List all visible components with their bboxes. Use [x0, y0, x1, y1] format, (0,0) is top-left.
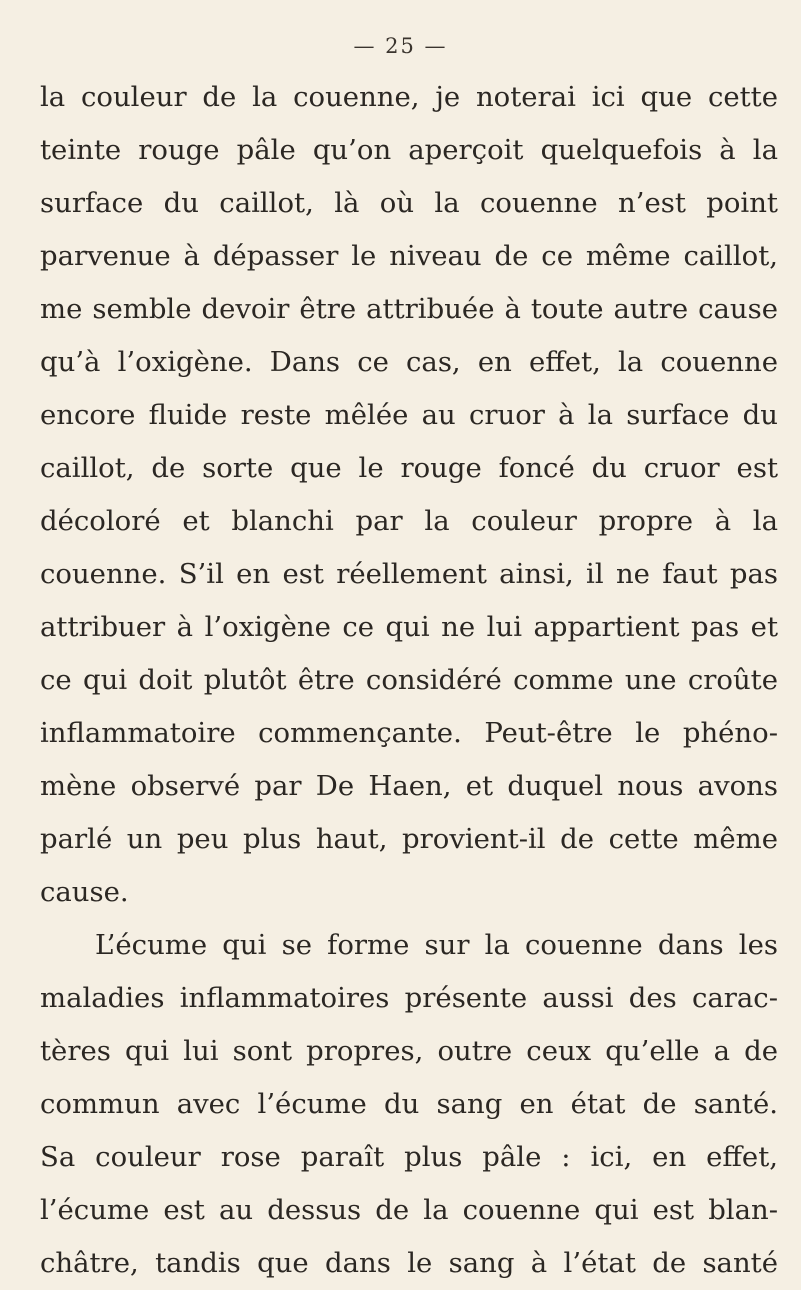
text-line: châtre, tandis que dans le sang à l’état de santé [40, 1247, 778, 1279]
text-line: teinte rouge pâle qu’on aperçoit quelquefois à la [40, 134, 778, 166]
text-line: la couleur de la couenne, je noterai ici que cette [40, 81, 778, 113]
text-line: décoloré et blanchi par la couleur propre à la [40, 505, 778, 537]
text-line: me semble devoir être attribuée à toute autre cause [40, 293, 778, 325]
text-line: couenne. S’il en est réellement ainsi, il ne faut pas [40, 558, 778, 590]
text-line: ce qui doit plutôt être considéré comme une croûte [40, 664, 778, 696]
text-line: tères qui lui sont propres, outre ceux qu’elle a de [40, 1035, 778, 1067]
text-line: qu’à l’oxigène. Dans ce cas, en effet, la couenne [40, 346, 778, 378]
text-line: caillot, de sorte que le rouge foncé du cruor est [40, 452, 778, 484]
text-line: commun avec l’écume du sang en état de santé. [40, 1088, 778, 1120]
text-line: cause. [40, 876, 129, 908]
text-line: parvenue à dépasser le niveau de ce même caillot, [40, 240, 778, 272]
text-line: inflammatoire commençante. Peut-être le phéno- [40, 717, 778, 749]
text-line: mène observé par De Haen, et duquel nous avons [40, 770, 778, 802]
text-line: surface du caillot, là où la couenne n’est point [40, 187, 778, 219]
text-line: encore fluide reste mêlée au cruor à la surface du [40, 399, 778, 431]
page-number: — 25 — [353, 34, 448, 58]
text-line: attribuer à l’oxigène ce qui ne lui appartient pas et [40, 611, 778, 643]
text-line: Sa couleur rose paraît plus pâle : ici, en effet, [40, 1141, 778, 1173]
text-line: l’écume est au dessus de la couenne qui est blan- [40, 1194, 778, 1226]
text-line: L’écume qui se forme sur la couenne dans les [95, 929, 778, 961]
text-line: parlé un peu plus haut, provient-il de cette même [40, 823, 778, 855]
text-line: maladies inflammatoires présente aussi des carac- [40, 982, 778, 1014]
